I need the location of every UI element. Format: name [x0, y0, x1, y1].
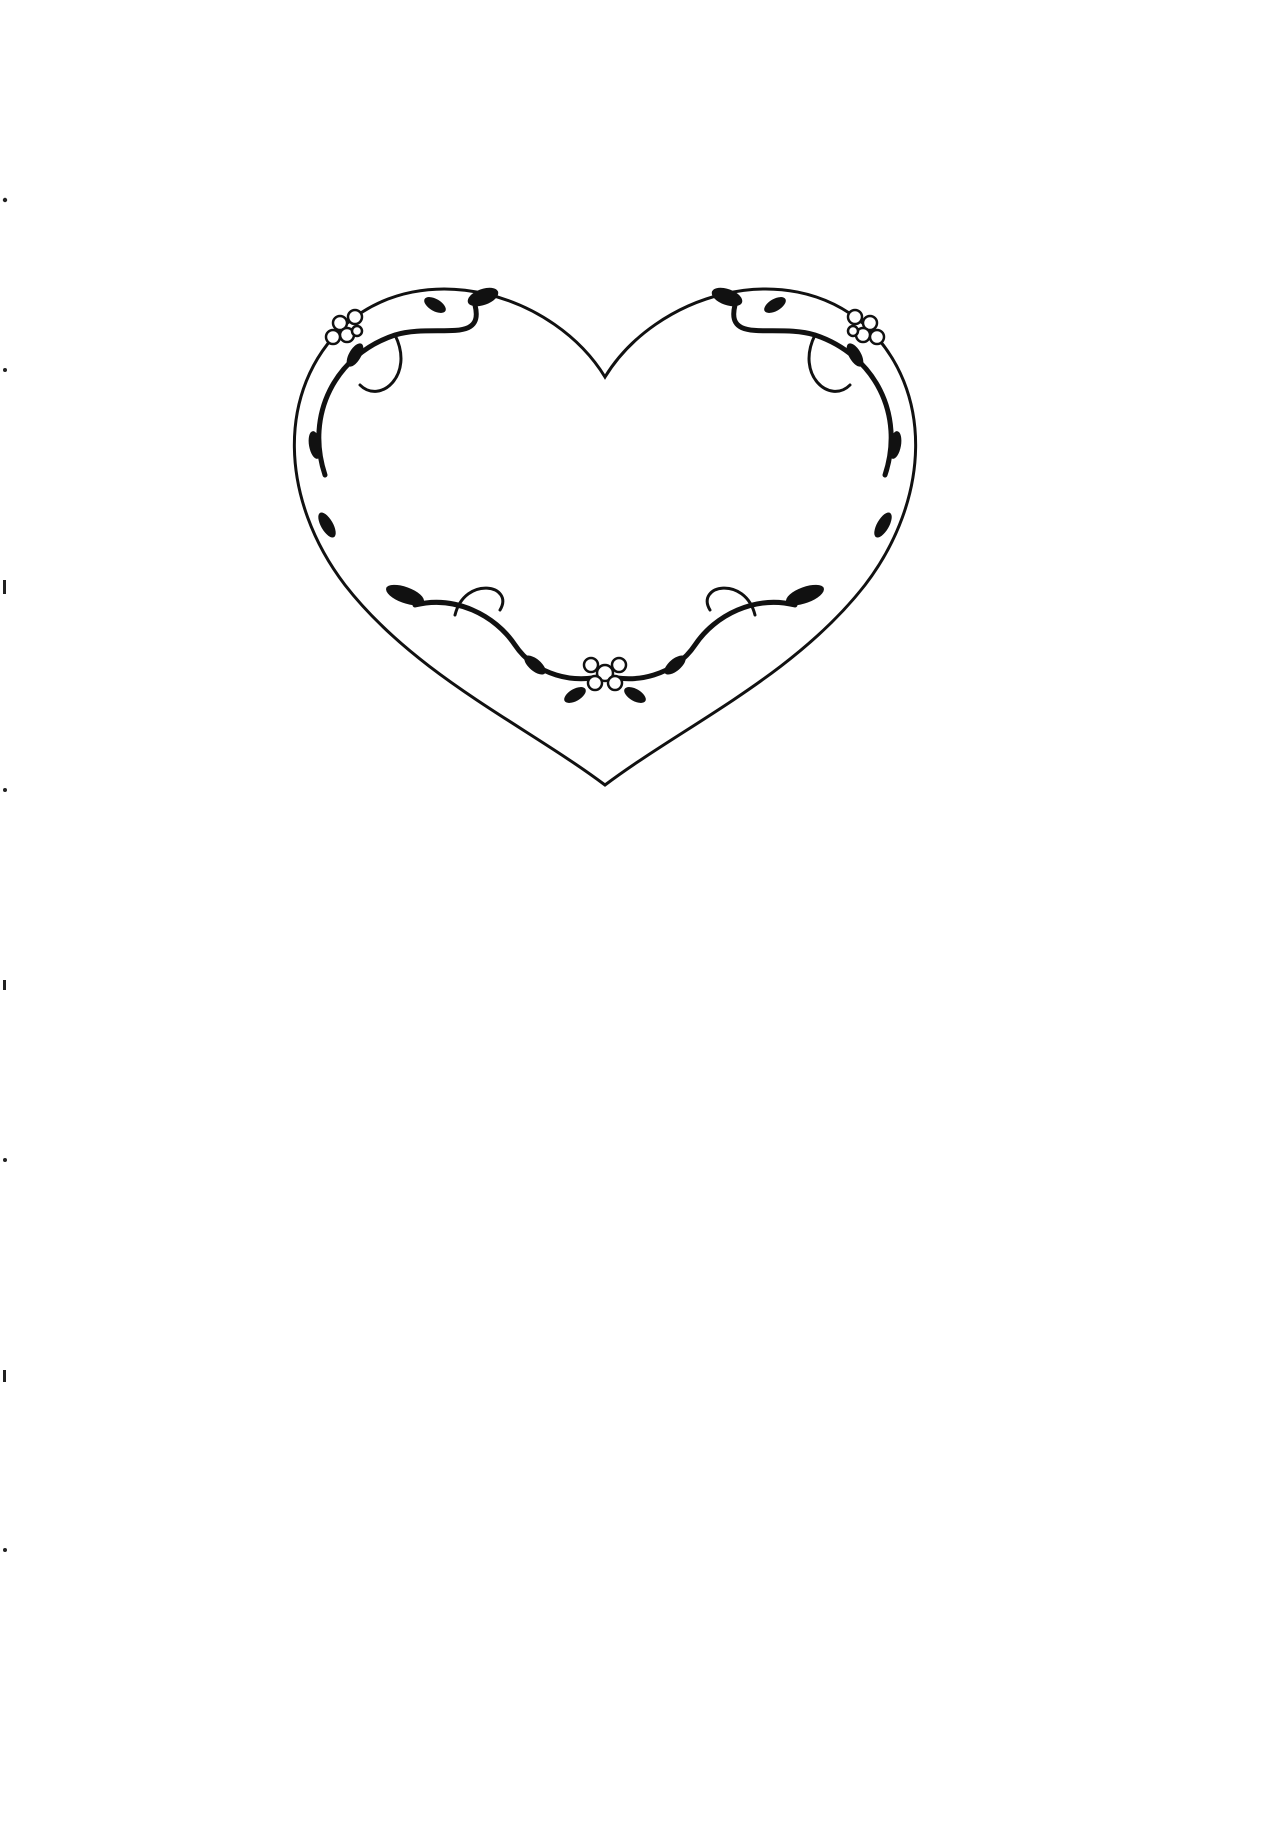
star-garland-border: [0, 0, 1280, 70]
left-gutter-marks: [0, 80, 14, 1760]
title-heart-frame: [285, 265, 925, 795]
iron-fence-border: [0, 1770, 1280, 1822]
heart-vine-frame: [285, 265, 925, 795]
